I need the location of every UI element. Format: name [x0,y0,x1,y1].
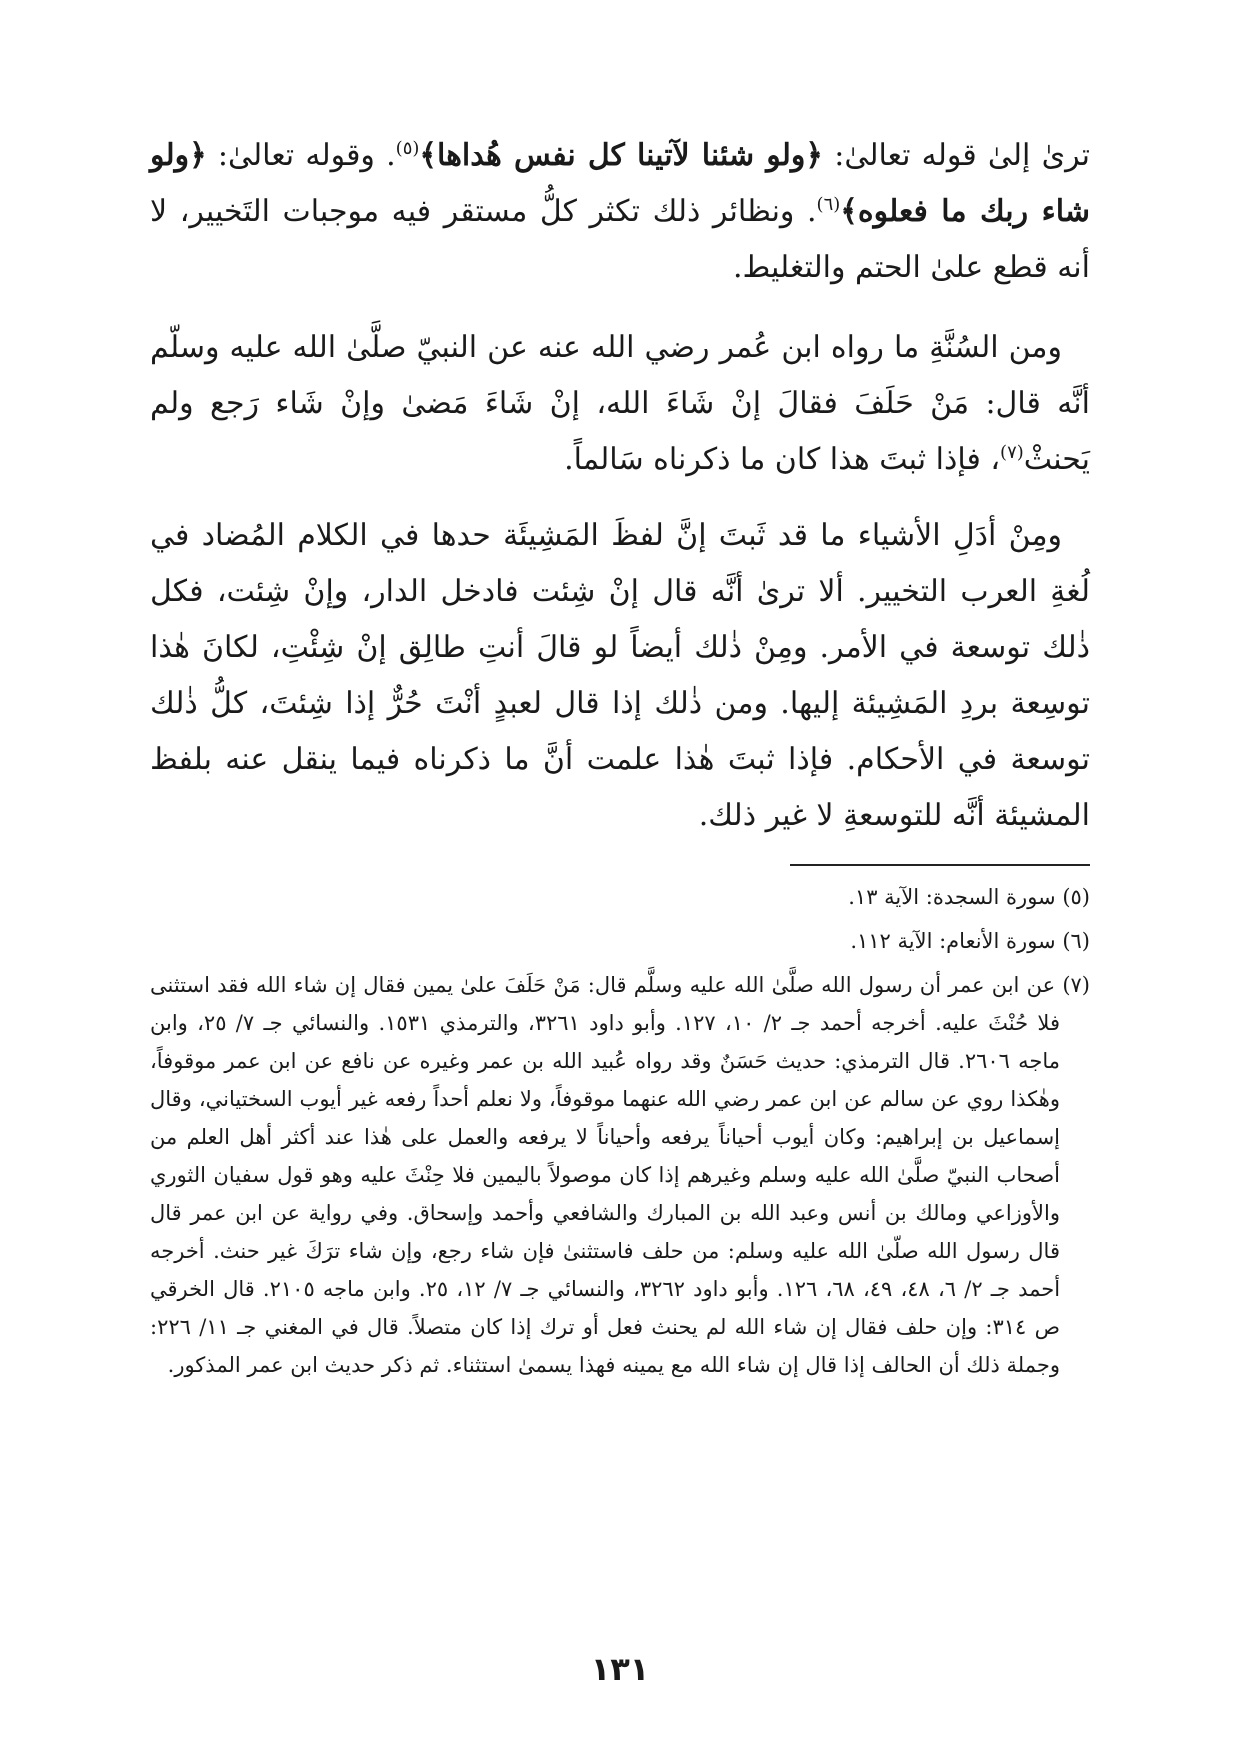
footnote-number: (٥) [1062,885,1090,909]
paragraph-3: ومِنْ أدَلِ الأشياء ما قد ثَبتَ إنَّ لفظَ المَشِيئَة حدها في الكلام المُضاد في لُغةِ العرب التخيير. ألا ترىٰ أنَّه قال إنْ شِئت فادخل الدار، وإنْ شِئت، فكل ذٰلك توسعة في الأمر. ومِنْ ذٰلك أيضاً لو قالَ أنتِ طالِق إنْ شِئْتِ، لكانَ هٰذا توسِعة بردِ المَشِيئة إليها. ومن ذٰلك إذا قال لعبدٍ أنْتَ حُرٌّ إذا شِئتَ، كلُّ ذٰلك توسعة في الأحكام. فإذا ثبتَ هٰذا علمت أنَّ ما ذكرناه فيما ينقل عنه بلفظ المشيئة أنَّه للتوسعةِ لا غير ذلك. [150,518,1090,833]
paragraph-1-text-a: ترىٰ إلىٰ قوله تعالىٰ: [823,138,1090,173]
footnote-text: سورة الأنعام: الآية ١١٢. [850,929,1063,953]
paragraph-2-text-b: ، فإذا ثبتَ هذا كان ما ذكرناه سَالماً. [564,442,1001,477]
footnote-ref-5[interactable]: (٥) [395,138,420,159]
paragraph-1-text-b: . وقوله تعالىٰ: [206,138,396,173]
footnote-7 [150,966,1090,1384]
footnote-divider [790,864,1090,866]
footnote-ref-6[interactable]: (٦) [816,194,841,215]
page-number: ١٣١ [590,1650,650,1688]
footnote-5 [150,878,1090,916]
footnote-text: سورة السجدة: الآية ١٣. [848,885,1063,909]
paragraph-2-text-a: ومن السُنَّةِ ما رواه ابن عُمر رضي الله عنه عن النبيّ صلَّىٰ الله عليه وسلّم أنَّه قال: مَنْ حَلَفَ فقالَ إنْ شَاءَ الله، إنْ شَاءَ مَضىٰ وإنْ شَاء رَجع ولم يَحنثْ [150,330,1090,477]
footnote-text: عن ابن عمر أن رسول الله صلَّىٰ الله عليه وسلَّم قال: مَنْ حَلَفَ علىٰ يمين فقال إن شاء الله فقد استثنى فلا حُنْثَ عليه. أخرجه أحمد جـ ٢/ ١٠، ١٢٧. وأبو داود ٣٢٦١، والترمذي ١٥٣١. والنسائي جـ ٧/ ٢٥، وابن ماجه ٢٦٠٦. قال الترمذي: حديث حَسَنٌ وقد رواه عُبيد الله بن عمر وغيره عن نافع عن ابن عمر موقوفاً، وهٰكذا روي عن سالم عن ابن عمر رضي الله عنهما موقوفاً، ولا نعلم أحداً رفعه غير أيوب السختياني، وقال إسماعيل بن إبراهيم: وكان أيوب أحياناً يرفعه وأحياناً لا يرفعه والعمل على هٰذا عند أكثر أهل العلم من أصحاب النبيّ صلَّىٰ الله عليه وسلم وغيرهم إذا كان موصولاً باليمين فلا حِنْثَ عليه وهو قول سفيان الثوري والأوزاعي ومالك بن أنس وعبد الله بن المبارك والشافعي وأحمد وإسحاق. وفي رواية عن ابن عمر قال قال رسول الله صلّىٰ الله عليه وسلم: من حلف فاستثنىٰ فإن شاء رجع، وإن شاء ترَكَ غير حنث. أخرجه أحمد جـ ٢/ ٦، ٤٨، ٤٩، ٦٨، ١٢٦. وأبو داود ٣٢٦٢، والنسائي جـ ٧/ ١٢، ٢٥. وابن ماجه ٢١٠٥. قال الخرقي ص ٣١٤: وإن حلف فقال إن شاء الله لم يحنث فعل أو ترك إذا كان متصلاً. قال في المغني جـ ١١/ ٢٢٦: وجملة ذلك أن الحالف إذا قال إن شاء الله مع يمينه فهذا يسمىٰ استثناء. ثم ذكر حديث ابن عمر المذكور. [150,973,1063,1377]
quran-verse-2: ﴿ولو شاء ربك ما فعلوه﴾ [150,138,1090,229]
quran-verse-1: ﴿ولو شئنا لآتينا كل نفس هُداها﴾ [419,138,823,173]
paragraph-2 [150,320,1090,488]
paragraph-1 [150,128,1090,296]
paragraph-1-text-c: . ونظائر ذلك تكثر كلُّ مستقر فيه موجبات التَخيير، لا أنه قطع علىٰ الحتم والتغليط. [150,194,1090,285]
footnotes [150,878,1090,1384]
page-content [150,128,1090,1390]
footnote-number: (٦) [1062,929,1090,953]
footnote-6 [150,922,1090,960]
footnote-number: (٧) [1062,973,1090,997]
footnote-ref-7[interactable]: (٧) [1000,442,1024,463]
